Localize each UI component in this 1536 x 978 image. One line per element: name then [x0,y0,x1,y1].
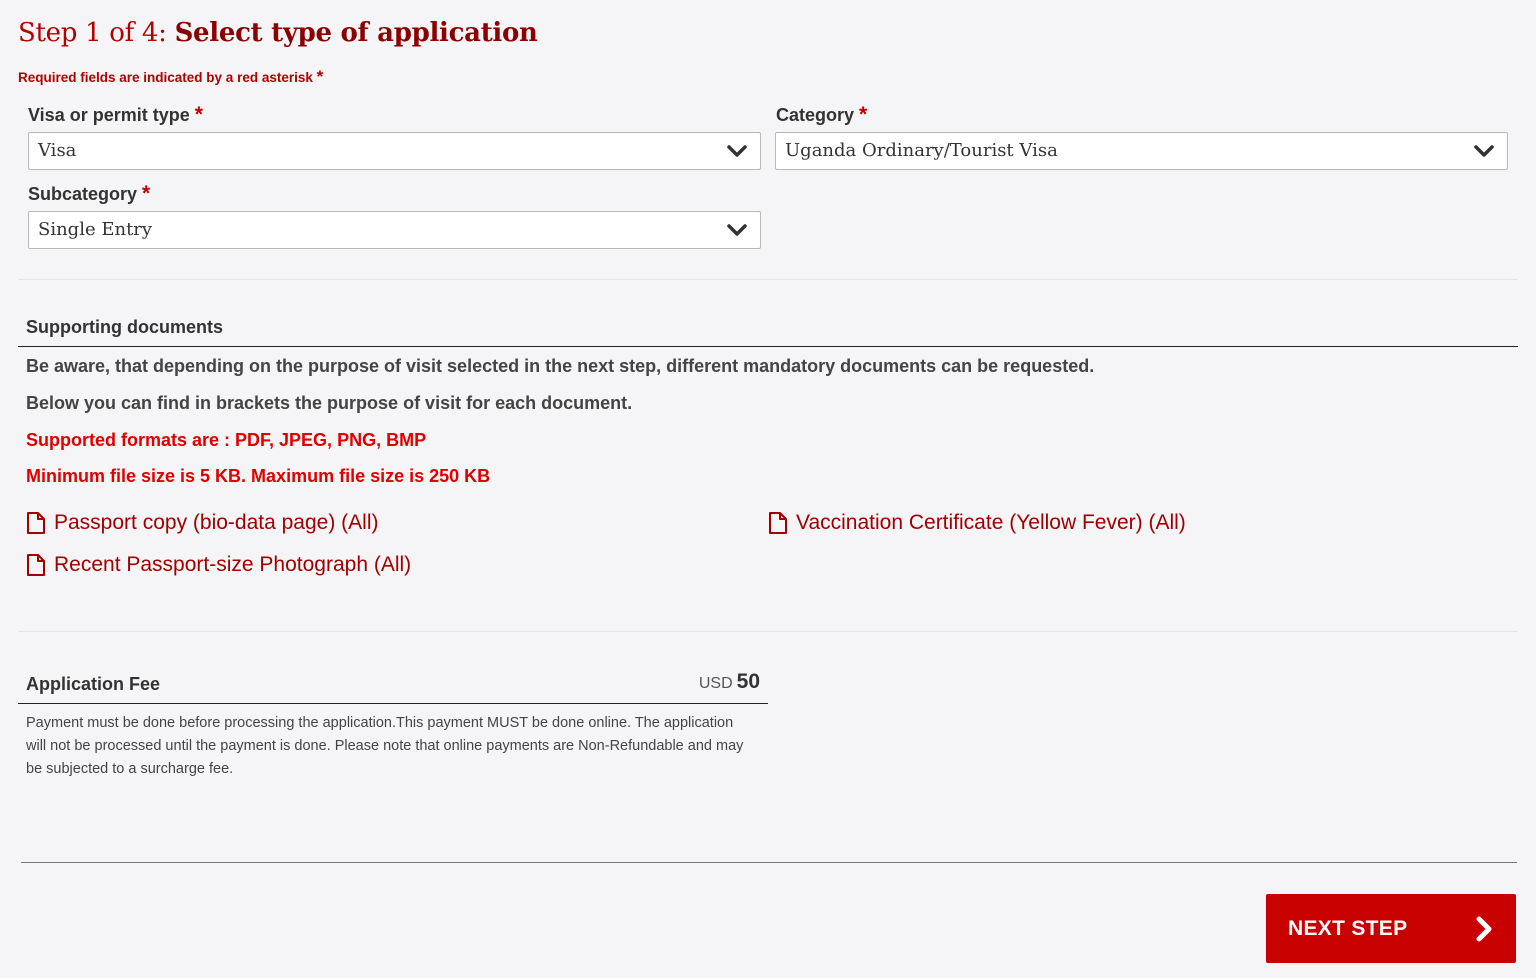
file-size-note: Minimum file size is 5 KB. Maximum file size is 250 KB [26,466,491,486]
fee-underline [18,703,768,704]
document-icon [26,511,46,535]
chevron-down-icon [726,221,748,239]
payment-note: Payment must be done before processing the application.This payment MUST be done online. The application will not be processed until the payment is done. Please note that online payments are Non-Refundable and may be subjected to a surcharge fee. [26,715,744,777]
category-label [776,103,867,127]
document-link-label: Recent Passport-size Photograph (All) [54,553,412,576]
visa-type-value: Visa [38,140,77,161]
required-asterisk: * [859,103,868,126]
document-icon [26,553,46,577]
document-icon [768,511,788,535]
application-fee-amount [699,670,760,694]
category-value: Uganda Ordinary/Tourist Visa [785,140,1058,161]
documents-info-line-1: Be aware, that depending on the purpose of visit selected in the next step, different mandatory documents can be requested. [26,356,1095,376]
section-divider [18,631,1518,632]
footer-divider [21,862,1517,863]
application-fee-label: Application Fee [26,674,161,694]
step-name: Select type of application [174,18,538,48]
subcategory-select[interactable] [28,211,761,249]
required-asterisk: * [194,103,203,126]
section-underline [18,346,1518,347]
subcategory-value: Single Entry [38,219,153,240]
subcategory-label-text: Subcategory [28,184,138,204]
subcategory-label [28,182,150,206]
required-asterisk: * [142,182,151,205]
required-note-text: Required fields are indicated by a red asterisk [18,70,313,85]
documents-info-line-2: Below you can find in brackets the purpose of visit for each document. [26,393,633,413]
fee-value: 50 [736,670,760,693]
supporting-documents-title: Supporting documents [26,317,223,337]
document-link-passport-copy[interactable] [26,511,379,535]
required-fields-note [18,67,323,87]
chevron-down-icon [726,142,748,160]
supported-formats-note: Supported formats are : PDF, JPEG, PNG, BMP [26,430,427,450]
visa-type-select[interactable] [28,132,761,170]
category-label-text: Category [776,105,855,125]
document-link-vaccination-certificate[interactable] [768,511,1186,535]
category-select[interactable] [775,132,1508,170]
required-asterisk: * [316,67,324,86]
visa-type-label [28,103,203,127]
chevron-down-icon [1473,142,1495,160]
chevron-right-icon [1474,916,1494,942]
document-link-label: Vaccination Certificate (Yellow Fever) (All) [796,511,1186,534]
step-indicator: Step 1 of 4: [18,18,175,48]
section-divider [18,279,1518,280]
next-step-button[interactable] [1266,894,1516,963]
fee-currency: USD [698,675,733,692]
document-link-photograph[interactable] [26,553,411,577]
next-step-label: NEXT STEP [1288,916,1408,940]
page-title [18,18,538,48]
visa-type-label-text: Visa or permit type [28,105,190,125]
document-link-label: Passport copy (bio-data page) (All) [54,511,379,534]
